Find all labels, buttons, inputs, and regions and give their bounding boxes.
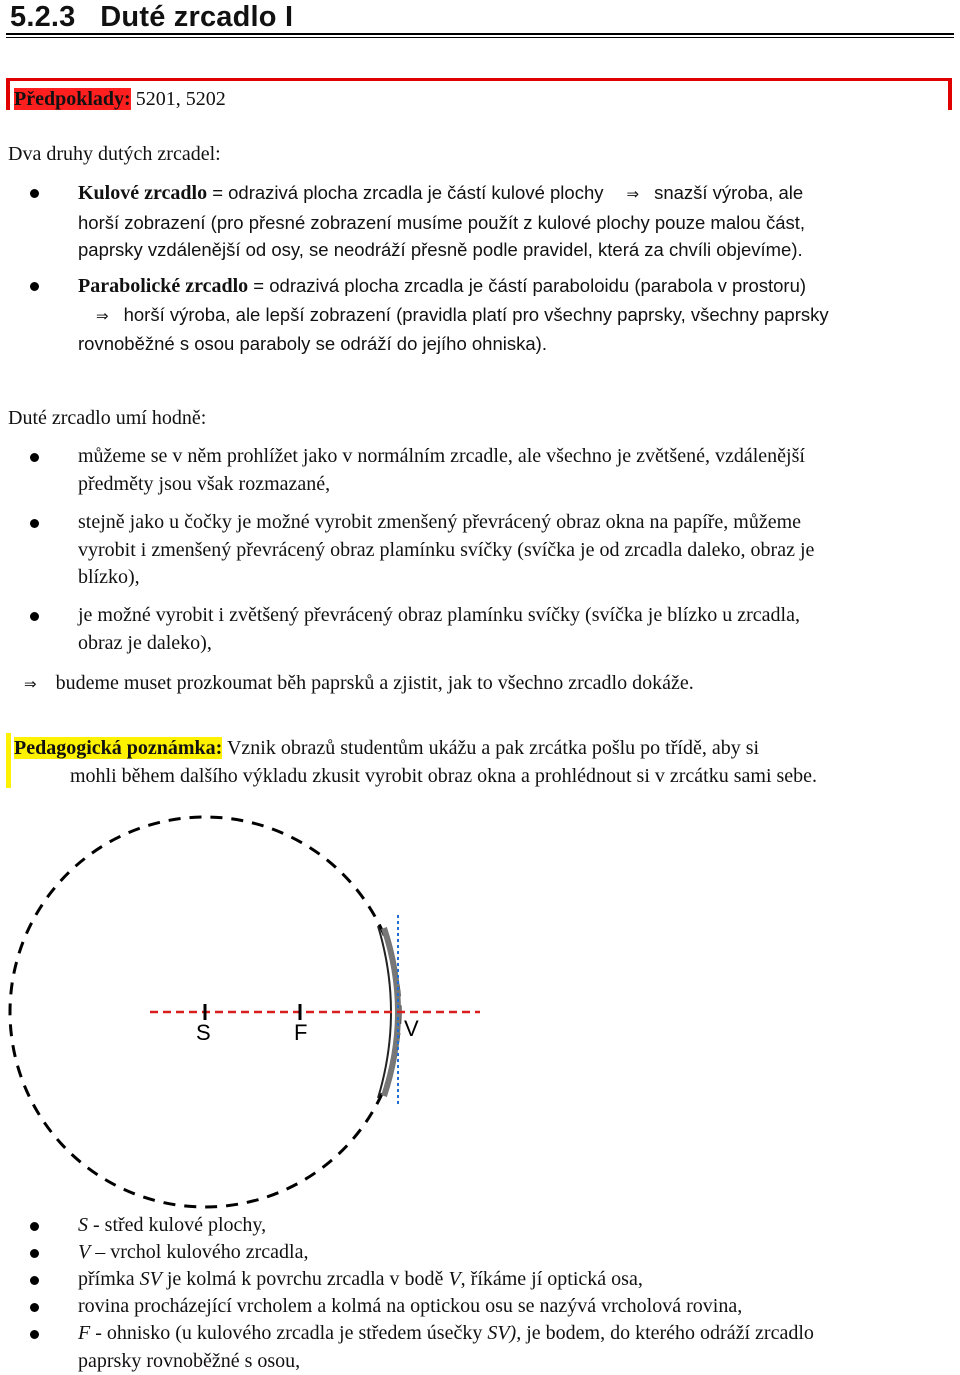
list-text: můžeme se v něm prohlížet jako v normálním zrcadle, ale všechno je zvětšené, vzdálenější (78, 443, 950, 471)
symbol: SV (140, 1268, 162, 1290)
list-item (78, 272, 950, 358)
section-title: Duté zrcadlo I (100, 1, 293, 33)
definition-text: - ohnisko (u kulového zrcadla je středem úsečky (90, 1322, 487, 1344)
implies-arrow-icon: ⇒ (627, 185, 640, 203)
conclusion (24, 669, 694, 698)
definition-text: = odrazivá plocha zrcadla je částí kulové plochy (207, 182, 603, 203)
title-rule-thin (6, 37, 954, 38)
can-do-intro: Duté zrcadlo umí hodně: (8, 404, 206, 432)
list-text: je možné vyrobit i zvětšený převrácený obraz plamínku svíčky (svíčka je blízko u zrcadla, (78, 602, 950, 630)
list-item (78, 1212, 950, 1240)
definition-text: paprsky rovnoběžné s osou, (78, 1348, 950, 1375)
definition-text: přímka (78, 1268, 140, 1290)
definition-text: horší zobrazení (pro přesné zobrazení musíme použít z kulové plochy pouze malou část, (78, 209, 950, 237)
label-v: V (404, 1016, 419, 1041)
pedagogical-note (14, 734, 954, 790)
symbol: S (78, 1214, 88, 1236)
definition-text: - střed kulové plochy, (88, 1214, 266, 1236)
symbol: SV), (487, 1322, 521, 1344)
list-text: obraz je daleko), (78, 630, 950, 658)
prereq-value: 5201, 5202 (131, 88, 226, 110)
section-number: 5.2.3 (10, 1, 76, 33)
definition-text: je bodem, do kterého odráží zrcadlo (521, 1322, 814, 1344)
list-item (78, 1320, 950, 1375)
list-item (78, 443, 950, 498)
list-item (78, 1293, 950, 1321)
label-f: F (294, 1020, 307, 1045)
list-item (78, 179, 950, 264)
intro-text: Dva druhy dutých zrcadel: (8, 140, 221, 168)
prereq-line (14, 85, 226, 113)
bullet-dot (30, 519, 39, 528)
term-parabolic: Parabolické zrcadlo (78, 275, 248, 297)
list-text: vyrobit i zmenšený převrácený obraz plamínku svíčky (svíčka je od zrcadla daleko, obraz je (78, 537, 950, 565)
definition-text: rovina procházející vrcholem a kolmá na optickou osu se nazývá vrcholová rovina, (78, 1295, 742, 1317)
implies-arrow-icon: ⇒ (96, 307, 109, 325)
symbol: F (78, 1322, 90, 1344)
definition-text: rovnoběžné s osou paraboly se odráží do jejího ohniska). (78, 330, 950, 358)
title-rule (6, 33, 954, 35)
bullet-dot (30, 1330, 39, 1339)
bullet-dot (30, 1249, 39, 1258)
list-item (78, 1239, 950, 1267)
bullet-dot (30, 1303, 39, 1312)
definition-text: paprsky vzdálenější od osy, se neodráží přesně podle pravidel, která za chvíli objevíme). (78, 236, 950, 264)
list-text: blízko), (78, 564, 950, 592)
prereq-label: Předpoklady: (14, 88, 131, 110)
note-text: Vznik obrazů studentům ukážu a pak zrcátka pošlu po třídě, aby si (222, 737, 759, 759)
symbol: V (448, 1268, 460, 1290)
mirror-diagram (0, 800, 960, 1210)
list-item (78, 509, 950, 592)
bullet-dot (30, 189, 39, 198)
symbol: V (78, 1241, 90, 1263)
definition-text: , říkáme jí optická osa, (461, 1268, 643, 1290)
definition-text: = odrazivá plocha zrcadla je částí paraboloidu (parabola v prostoru) (248, 275, 806, 296)
list-item (78, 602, 950, 657)
list-text: předměty jsou však rozmazané, (78, 471, 950, 499)
note-label: Pedagogická poznámka: (14, 737, 222, 759)
note-bar (6, 733, 11, 788)
definition-text: je kolmá k povrchu zrcadla v bodě (162, 1268, 449, 1290)
definition-text: – vrchol kulového zrcadla, (90, 1241, 308, 1263)
bullet-dot (30, 453, 39, 462)
page-title (10, 0, 293, 34)
bullet-dot (30, 612, 39, 621)
bullet-dot (30, 1276, 39, 1285)
conclusion-text: budeme muset prozkoumat běh paprsků a zjistit, jak to všechno zrcadlo dokáže. (56, 672, 694, 694)
list-text: stejně jako u čočky je možné vyrobit zmenšený převrácený obraz okna na papíře, můžeme (78, 509, 950, 537)
bullet-dot (30, 1222, 39, 1231)
list-item (78, 1266, 950, 1294)
implies-arrow-icon: ⇒ (24, 675, 37, 693)
definition-text: horší výroba, ale lepší zobrazení (pravidla platí pro všechny paprsky, všechny paprsky (124, 304, 829, 325)
label-s: S (196, 1020, 211, 1045)
term-spherical: Kulové zrcadlo (78, 182, 207, 204)
bullet-dot (30, 282, 39, 291)
note-text: mohli během dalšího výkladu zkusit vyrobit obraz okna a prohlédnout si v zrcátku sami sebe. (14, 762, 954, 790)
definition-text: snazší výroba, ale (654, 182, 803, 203)
